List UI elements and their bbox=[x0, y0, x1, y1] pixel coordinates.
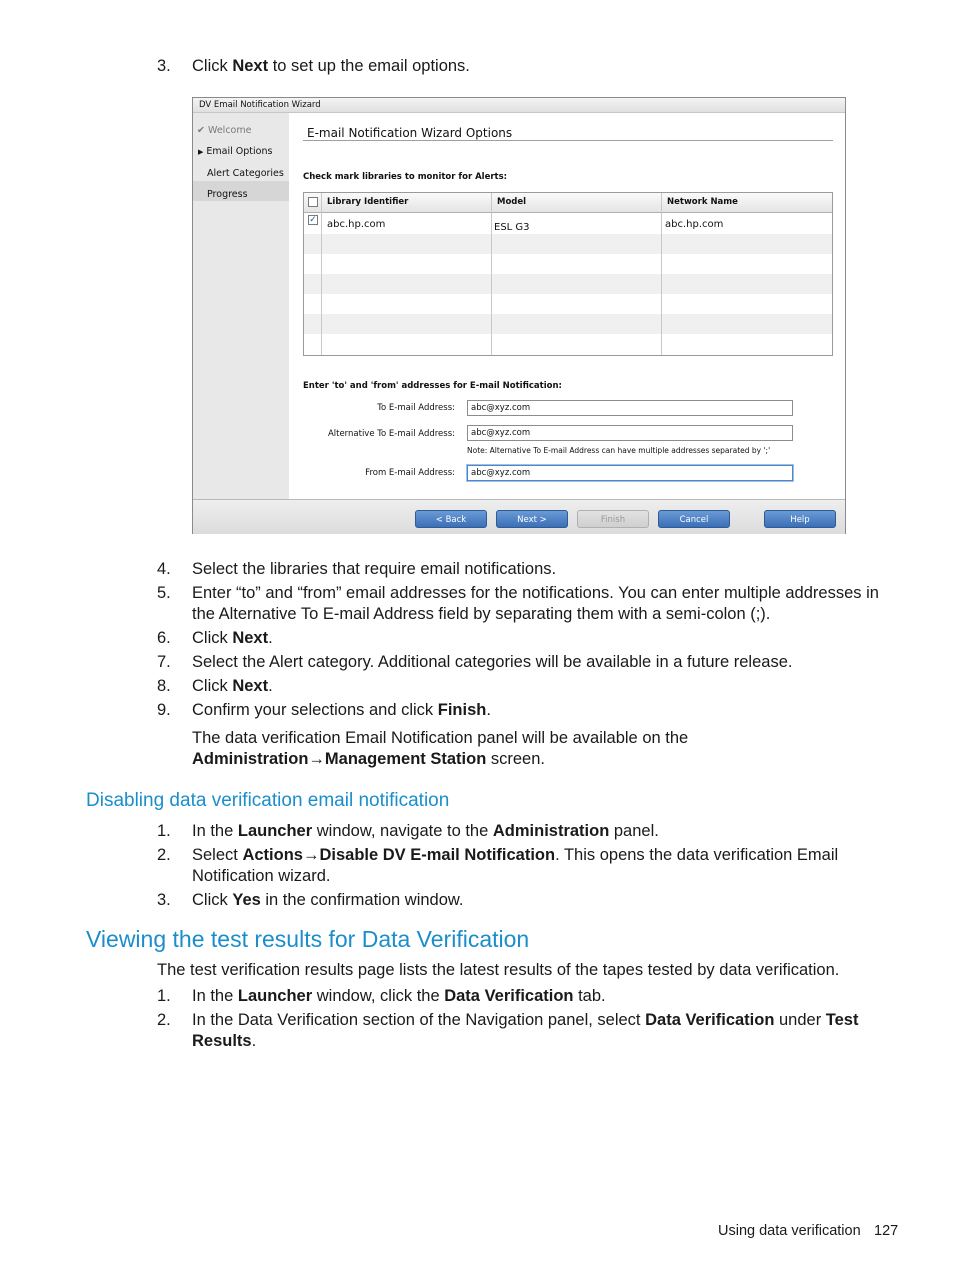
step-text: Click Next. bbox=[192, 629, 273, 647]
step-number: 2. bbox=[157, 1011, 171, 1029]
note-paragraph: The data verification Email Notification panel will be available on the Administration→Management Station screen. bbox=[192, 729, 689, 768]
column-divider bbox=[491, 193, 492, 355]
alt-email-input[interactable]: abc@xyz.com bbox=[467, 425, 793, 441]
sidebar-item-progress[interactable]: Progress bbox=[207, 189, 248, 200]
step-number: 1. bbox=[157, 987, 171, 1005]
back-button[interactable]: < Back bbox=[415, 510, 487, 528]
library-cell: abc.hp.com bbox=[327, 219, 386, 230]
help-button[interactable]: Help bbox=[764, 510, 836, 528]
from-email-label: From E-mail Address: bbox=[365, 468, 455, 478]
step-number: 9. bbox=[157, 701, 171, 719]
step-text: Select the Alert category. Additional categories will be available in a future release. bbox=[192, 653, 793, 671]
finish-button[interactable]: Finish bbox=[577, 510, 649, 528]
step-number: 2. bbox=[157, 846, 171, 864]
table-row bbox=[304, 294, 832, 314]
step-number: 5. bbox=[157, 584, 171, 602]
step-number: 4. bbox=[157, 560, 171, 578]
alt-email-note: Note: Alternative To E-mail Address can have multiple addresses separated by ';' bbox=[467, 446, 771, 455]
step-text: Select the libraries that require email notifications. bbox=[192, 560, 557, 578]
step-text: Click Next to set up the email options. bbox=[192, 57, 470, 75]
step-text: In the Launcher window, click the Data Verification tab. bbox=[192, 987, 606, 1005]
footer-section-title: Using data verification bbox=[718, 1223, 861, 1239]
row-checkbox[interactable]: ✓ bbox=[309, 215, 317, 225]
step-number: 7. bbox=[157, 653, 171, 671]
step-number: 1. bbox=[157, 822, 171, 840]
table-row bbox=[304, 254, 832, 274]
alt-email-label: Alternative To E-mail Address: bbox=[327, 429, 455, 439]
step-number: 3. bbox=[157, 57, 171, 75]
from-email-input[interactable]: abc@xyz.com bbox=[467, 465, 793, 481]
column-header-network[interactable]: Network Name bbox=[667, 197, 738, 207]
table-row bbox=[304, 334, 832, 354]
heading-rule bbox=[303, 140, 833, 141]
column-divider bbox=[661, 193, 662, 355]
step-text: Confirm your selections and click Finish. bbox=[192, 701, 491, 719]
table-row bbox=[304, 314, 832, 334]
wizard-title: DV Email Notification Wizard bbox=[193, 98, 845, 113]
column-header-library[interactable]: Library Identifier bbox=[327, 197, 409, 207]
to-email-input[interactable]: abc@xyz.com bbox=[467, 400, 793, 416]
sidebar-item-welcome[interactable]: ✔ Welcome bbox=[197, 125, 252, 136]
column-divider bbox=[321, 193, 322, 355]
network-cell: abc.hp.com bbox=[665, 219, 724, 230]
table-row bbox=[304, 274, 832, 294]
arrow-right-icon: ▶ bbox=[198, 148, 204, 156]
footer-page-number: 127 bbox=[874, 1223, 899, 1239]
section-intro: The test verification results page lists the latest results of the tapes tested by data verification. bbox=[157, 961, 840, 979]
cancel-button[interactable]: Cancel bbox=[658, 510, 730, 528]
model-cell: ESL G3 bbox=[494, 222, 530, 233]
column-header-model[interactable]: Model bbox=[497, 197, 527, 207]
step-text: In the Launcher window, navigate to the Administration panel. bbox=[192, 822, 659, 840]
library-table bbox=[303, 192, 833, 356]
step-number: 6. bbox=[157, 629, 171, 647]
step-text: Enter “to” and “from” email addresses for the notifications. You can enter multiple addresses in the Alternative To E-mail Address field by separating them with a semi-colon (;). bbox=[192, 584, 879, 623]
email-notification-wizard bbox=[192, 97, 846, 534]
step-text: Select Actions→Disable DV E-mail Notification. This opens the data verification Email Notification wizard. bbox=[192, 846, 839, 885]
select-all-checkbox[interactable] bbox=[308, 197, 318, 207]
sidebar-item-alert-categories[interactable]: Alert Categories bbox=[207, 168, 284, 179]
section-heading-viewing: Viewing the test results for Data Verification bbox=[86, 926, 530, 952]
step-number: 3. bbox=[157, 891, 171, 909]
step-text: Click Yes in the confirmation window. bbox=[192, 891, 464, 909]
section-heading-disabling: Disabling data verification email notification bbox=[86, 790, 450, 811]
wizard-sidebar bbox=[193, 113, 289, 499]
wizard-heading: E-mail Notification Wizard Options bbox=[307, 126, 513, 140]
step-text: Click Next. bbox=[192, 677, 273, 695]
libraries-prompt: Check mark libraries to monitor for Alerts: bbox=[303, 172, 508, 182]
table-row[interactable] bbox=[304, 213, 832, 233]
address-prompt: Enter 'to' and 'from' addresses for E-mail Notification: bbox=[303, 381, 562, 391]
table-row bbox=[304, 234, 832, 254]
to-email-label: To E-mail Address: bbox=[377, 403, 455, 413]
step-text: In the Data Verification section of the Navigation panel, select Data Verification under Test Results. bbox=[192, 1011, 859, 1050]
sidebar-item-email-options[interactable]: ▶ Email Options bbox=[198, 146, 273, 157]
check-icon: ✔ bbox=[197, 125, 205, 136]
next-button[interactable]: Next > bbox=[496, 510, 568, 528]
step-number: 8. bbox=[157, 677, 171, 695]
wizard-button-bar bbox=[193, 499, 845, 534]
table-header bbox=[304, 193, 832, 213]
